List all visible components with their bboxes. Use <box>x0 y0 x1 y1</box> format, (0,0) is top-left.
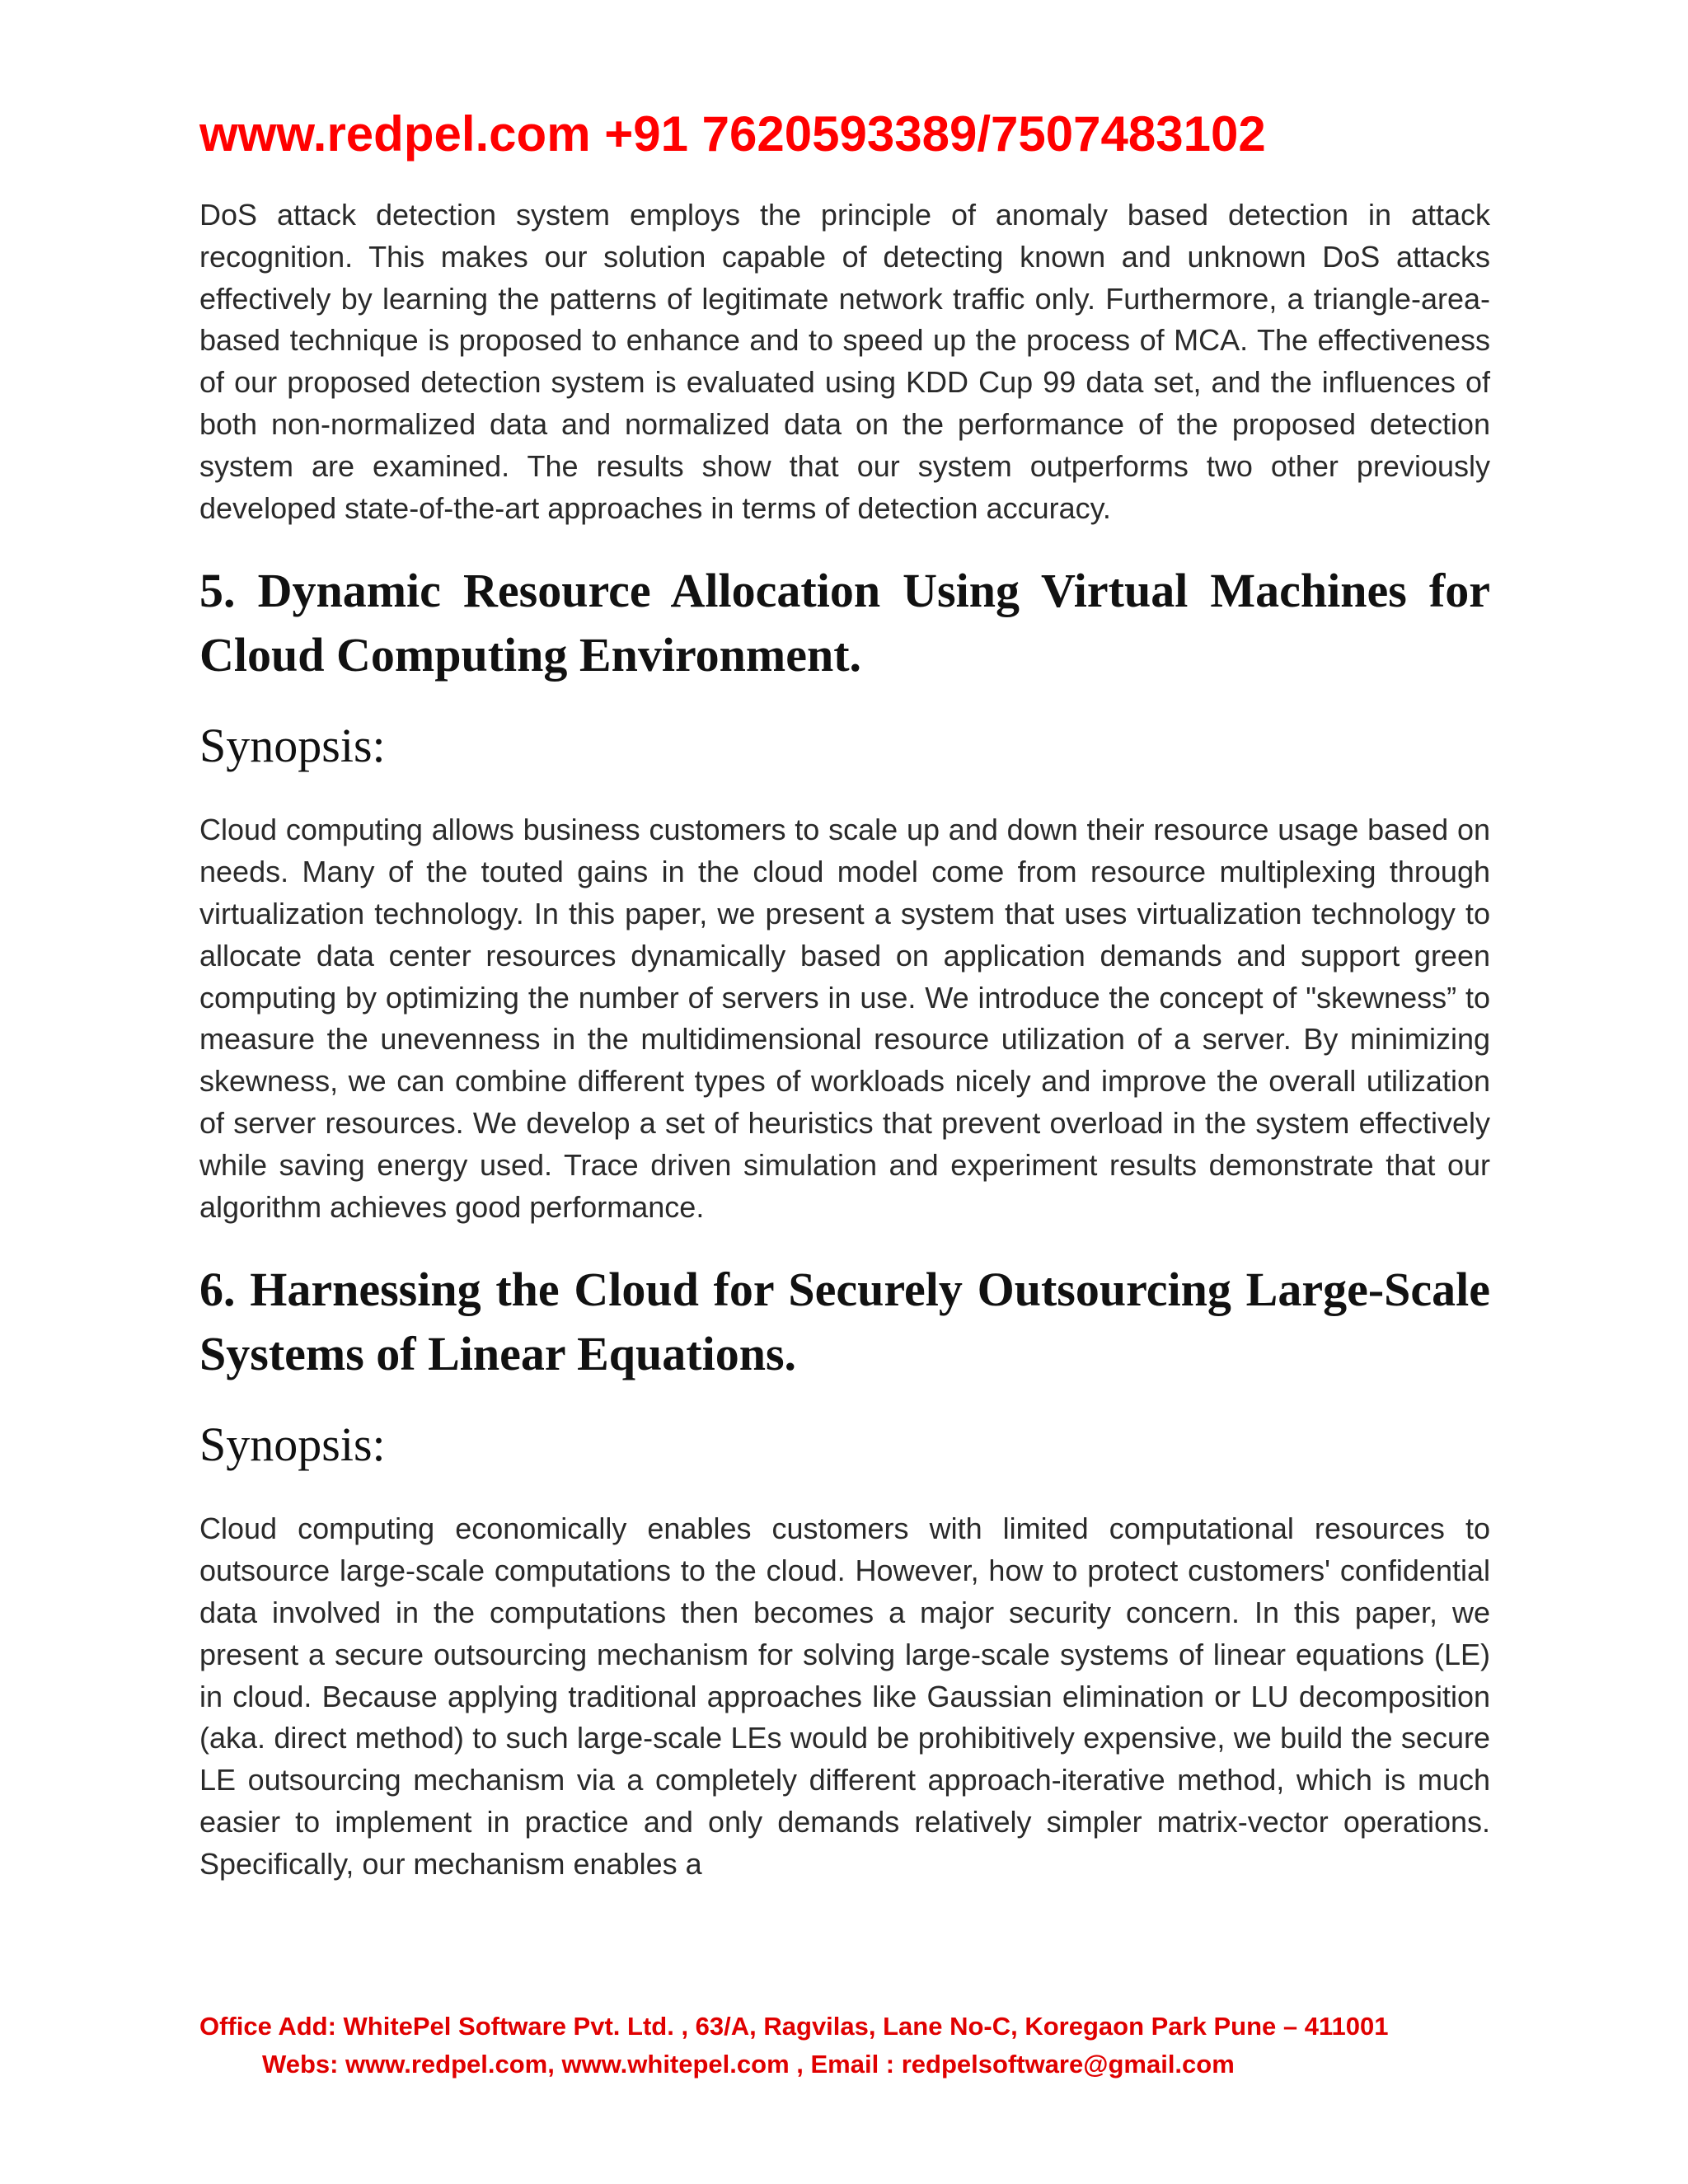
footer-office-address: Office Add: WhitePel Software Pvt. Ltd. , 63/A, Ragvilas, Lane No-C, Koregaon Park Pune – 411001 <box>199 2012 1389 2041</box>
footer-web-email: Webs: www.redpel.com, www.whitepel.com , Email : redpelsoftware@gmail.com <box>262 2050 1235 2079</box>
section-5-title: 5. Dynamic Resource Allocation Using Virtual Machines for Cloud Computing Environment. <box>199 564 1490 682</box>
document-body <box>199 194 1490 1886</box>
section-6-synopsis-label: Synopsis: <box>199 1418 386 1472</box>
page-footer <box>199 2008 1388 2083</box>
section-5-synopsis-label: Synopsis: <box>199 719 386 773</box>
intro-paragraph: DoS attack detection system employs the principle of anomaly based detection in attack recognition. This makes our solution capable of detecting known and unknown DoS attacks effectively by learning the patterns of legitimate network traffic only. Furthermore, a triangle-area-based technique is proposed to enhance and to speed up the process of MCA. The effectiveness of our proposed detection system is evaluated using KDD Cup 99 data set, and the influences of both non-normalized data and normalized data on the performance of the proposed detection system are examined. The results show that our system outperforms two other previously developed state-of-the-art approaches in terms of detection accuracy. <box>199 198 1490 525</box>
header-contact-line: www.redpel.com +91 7620593389/7507483102 <box>199 106 1266 162</box>
section-6-title: 6. Harnessing the Cloud for Securely Outsourcing Large-Scale Systems of Linear Equations. <box>199 1263 1490 1381</box>
section-6-synopsis-text: Cloud computing economically enables customers with limited computational resources to outsource large-scale computations to the cloud. However, how to protect customers' confidential data involved in the computations then becomes a major security concern. In this paper, we present a secure outsourcing mechanism for solving large-scale systems of linear equations (LE) in cloud. Because applying traditional approaches like Gaussian elimination or LU decomposition (aka. direct method) to such large-scale LEs would be prohibitively expensive, we build the secure LE outsourcing mechanism via a completely different approach-iterative method, which is much easier to implement in practice and only demands relatively simpler matrix-vector operations. Specifically, our mechanism enables a <box>199 1511 1490 1881</box>
section-5-synopsis-text: Cloud computing allows business customers to scale up and down their resource usage based on needs. Many of the touted gains in the cloud model come from resource multiplexing through virtualization technology. In this paper, we present a system that uses virtualization technology to allocate data center resources dynamically based on application demands and support green computing by optimizing the number of servers in use. We introduce the concept of "skewness” to measure the unevenness in the multidimensional resource utilization of a server. By minimizing skewness, we can combine different types of workloads nicely and improve the overall utilization of server resources. We develop a set of heuristics that prevent overload in the system effectively while saving energy used. Trace driven simulation and experiment results demonstrate that our algorithm achieves good performance. <box>199 813 1490 1224</box>
